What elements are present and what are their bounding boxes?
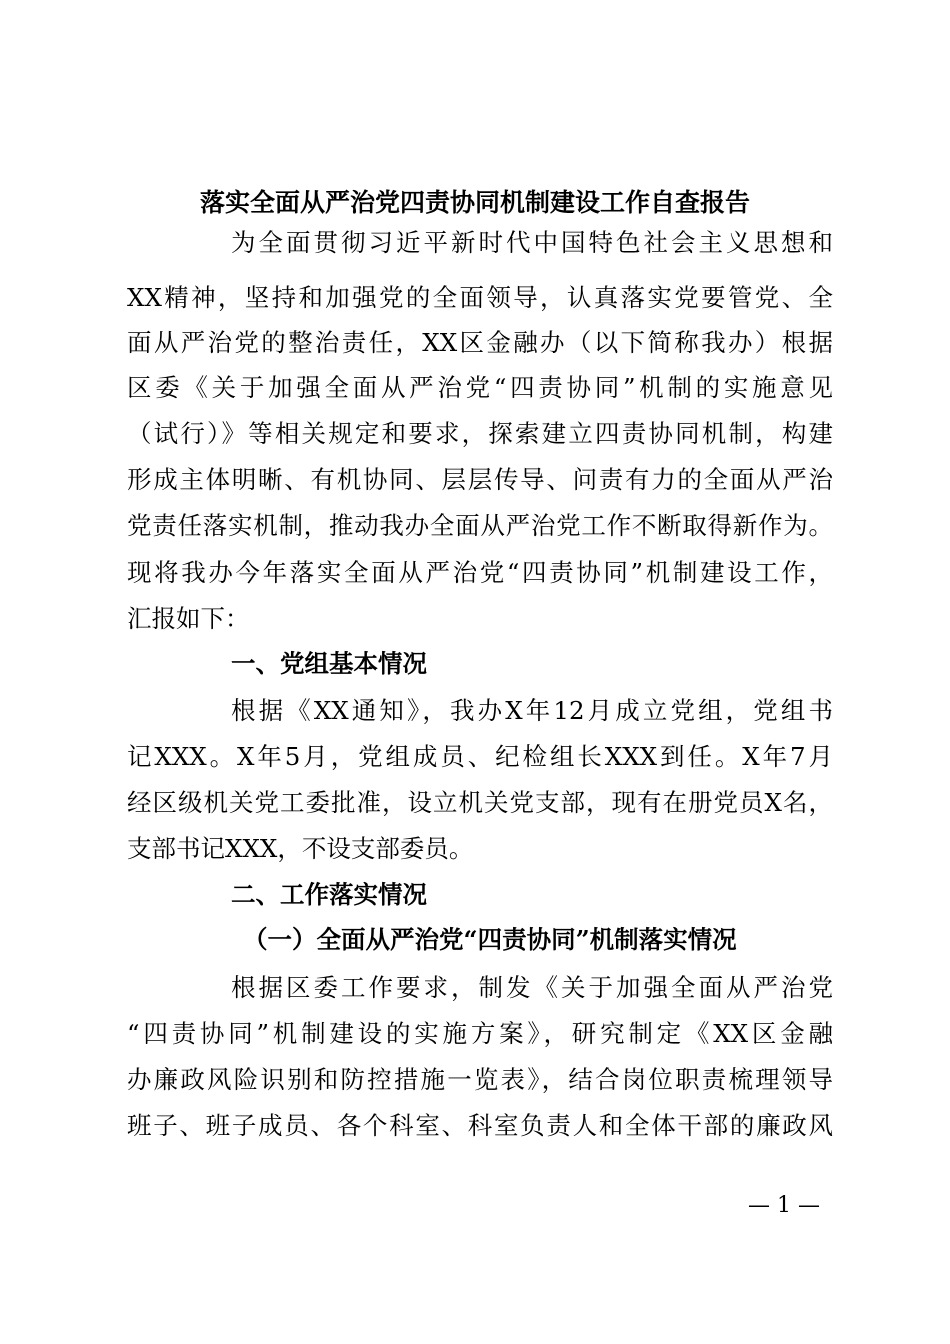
document-title: 落实全面从严治党四责协同机制建设工作自查报告 bbox=[199, 188, 750, 217]
section-heading-work-implementation: 二、工作落实情况 bbox=[231, 880, 427, 909]
intro-line: 汇报如下： bbox=[127, 604, 250, 633]
section1-line: 支部书记XXX，不设支部委员。 bbox=[127, 834, 474, 863]
intro-line: 区委《关于加强全面从严治党“四责协同”机制的实施意见 bbox=[127, 373, 833, 402]
intro-line: （试行）》等相关规定和要求，探索建立四责协同机制，构建 bbox=[127, 419, 833, 448]
subsection1-line: 班子、班子成员、各个科室、科室负责人和全体干部的廉政风 bbox=[127, 1111, 833, 1140]
intro-line: 形成主体明晰、有机协同、层层传导、问责有力的全面从严治 bbox=[127, 465, 833, 494]
section1-line: 经区级机关党工委批准，设立机关党支部，现有在册党员X名， bbox=[127, 788, 833, 817]
intro-line: 为全面贯彻习近平新时代中国特色社会主义思想和 bbox=[231, 228, 833, 257]
subsection1-line: “四责协同”机制建设的实施方案》，研究制定《XX区金融 bbox=[127, 1019, 833, 1048]
subsection-heading: （一）全面从严治党“四责协同”机制落实情况 bbox=[243, 925, 737, 954]
section1-line: 记XXX。X年5月，党组成员、纪检组长XXX到任。X年7月 bbox=[127, 742, 833, 771]
intro-line: 面从严治党的整治责任，XX区金融办（以下简称我办）根据 bbox=[127, 328, 833, 357]
intro-line: 现将我办今年落实全面从严治党“四责协同”机制建设工作， bbox=[127, 558, 833, 587]
subsection1-line: 根据区委工作要求，制发《关于加强全面从严治党 bbox=[231, 973, 833, 1002]
intro-line: 党责任落实机制，推动我办全面从严治党工作不断取得新作为。 bbox=[127, 511, 833, 540]
section1-line: 根据《XX通知》，我办X年12月成立党组，党组书 bbox=[231, 696, 833, 725]
section-heading-basic-situation: 一、党组基本情况 bbox=[231, 649, 427, 678]
subsection1-line: 办廉政风险识别和防控措施一览表》，结合岗位职责梳理领导 bbox=[127, 1065, 833, 1094]
page-number: — 1 — bbox=[748, 1193, 820, 1218]
intro-line: XX精神，坚持和加强党的全面领导，认真落实党要管党、全 bbox=[127, 283, 833, 312]
